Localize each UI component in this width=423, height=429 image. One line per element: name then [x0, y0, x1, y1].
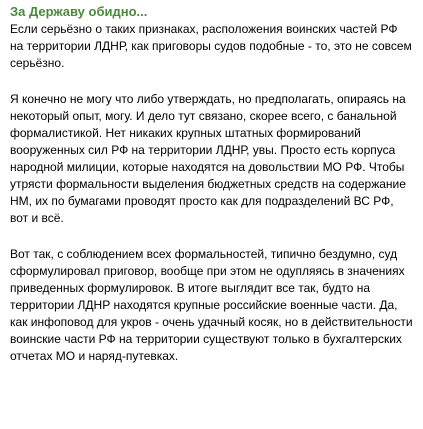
post-paragraph-3: Вот так, с соблюдением всех формальностей, типично бездумно, суд сформулировал приговор, вообще при этом не одупляясь в значениях приведенных формулировок. В итоге выглядит все так, будто на территории ЛДНР находятся крупные российские военные части. Да, как инфоповод для укров - очень удачный косяк, но в действительности воинские части РФ на территории существуют только в бухгалтерских отчетах МО и наряд-путевках. [10, 247, 413, 363]
post-paragraph-1: Если серьёзно о таких признаках, расположения воинских частей РФ на территории ЛДНР, как приговоры судов подобные - то, это не совсем серьёзно. [10, 22, 412, 70]
post-paragraph-2: Я конечно не могу что либо утверждать, но предполагать, опираясь на некоторый опыт, могу. И дело тут связано, скорее всего, с банальной формалистикой. Нет никаких крупных штатных формирований вооруженных сил РФ на территории ЛДНР, увы. Просто есть корпуса народной милиции, которые находятся на довольствии МО РФ. Чтобы утрясти формальности выделения бюджетных средств на содержание НМ, их по бумагами проводят просто как для подразделений ВС РФ, вот и всё. [10, 92, 406, 225]
message-post [10, 4, 414, 365]
post-title[interactable]: За Державу обидно... [10, 4, 148, 19]
